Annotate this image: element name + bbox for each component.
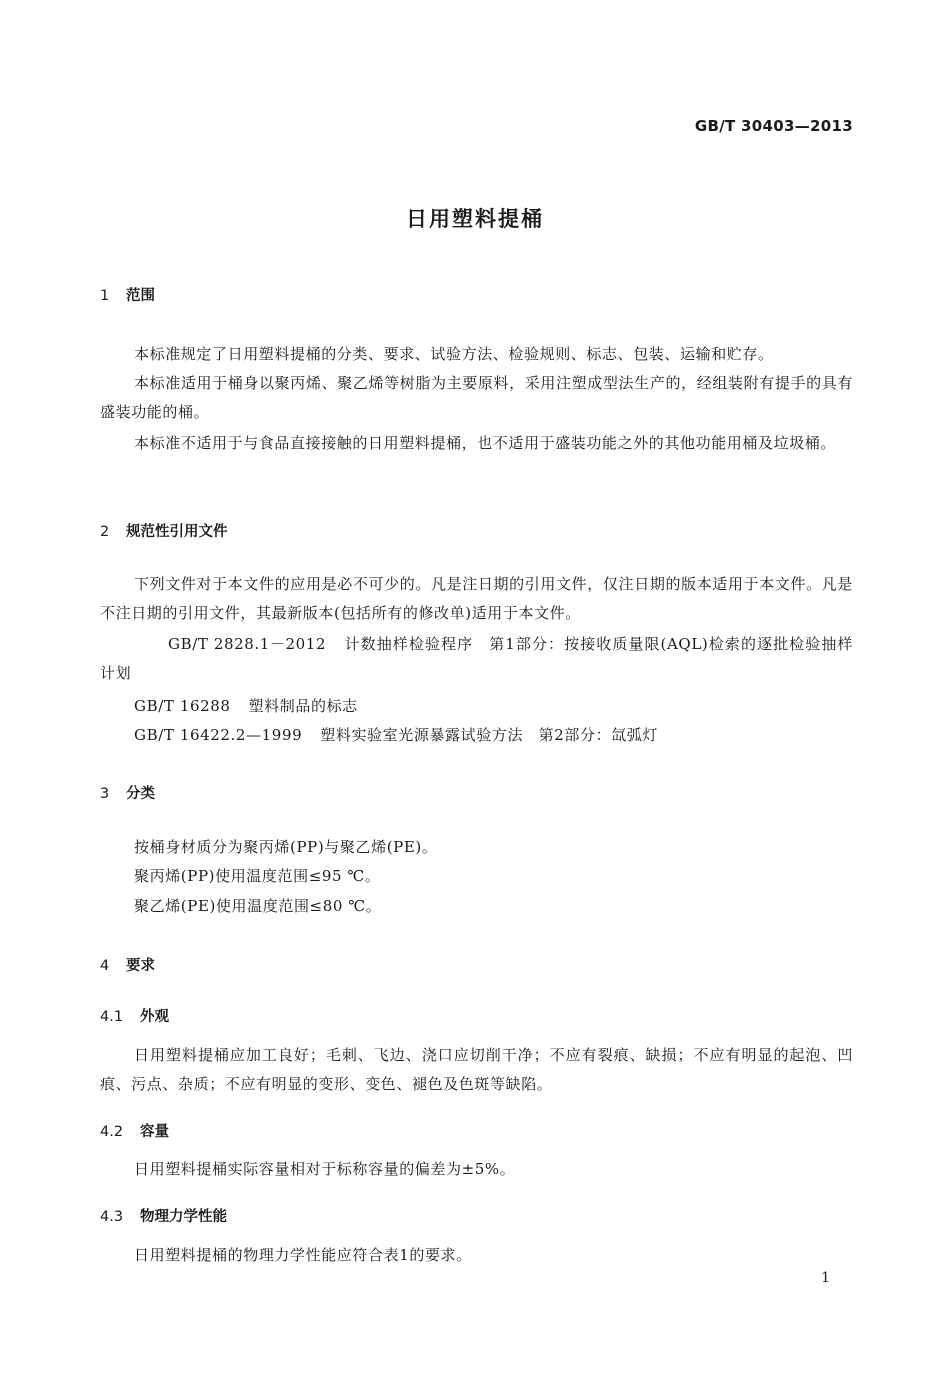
section-4-heading	[100, 954, 155, 975]
subsection-number: 4.2	[100, 1124, 124, 1140]
scope-paragraph-3: 本标准不适用于与食品直接接触的日用塑料提桶，也不适用于盛装功能之外的其他功能用桶及垃圾桶。	[134, 434, 837, 452]
scope-paragraph-1: 本标准规定了日用塑料提桶的分类、要求、试验方法、检验规则、标志、包装、运输和贮存。	[134, 345, 774, 363]
section-title: 范围	[126, 288, 155, 304]
subsection-number: 4.3	[100, 1209, 124, 1225]
section-number: 4	[100, 958, 110, 974]
classification-line-3: 聚乙烯(PE)使用温度范围≤80 ℃。	[134, 897, 382, 915]
subsection-title: 外观	[140, 1009, 169, 1025]
reference-title: 计数抽样检验程序 第1部分：按接收质量限(AQL)检索的逐批检验抽样计划	[100, 635, 853, 682]
reference-item-2	[134, 692, 358, 721]
section-number: 3	[100, 786, 110, 802]
capacity-paragraph: 日用塑料提桶实际容量相对于标称容量的偏差为±5%。	[134, 1160, 516, 1178]
classification-line-2: 聚丙烯(PP)使用温度范围≤95 ℃。	[134, 867, 381, 885]
subsection-4-3-heading	[100, 1205, 227, 1226]
classification-line-1: 按桶身材质分为聚丙烯(PP)与聚乙烯(PE)。	[134, 838, 438, 856]
reference-title: 塑料实验室光源暴露试验方法 第2部分：氙弧灯	[320, 726, 658, 744]
reference-item-3	[134, 721, 658, 750]
section-1-heading	[100, 284, 155, 305]
document-title: 日用塑料提桶	[406, 207, 544, 231]
section-number: 1	[100, 288, 110, 304]
mechanical-properties-paragraph: 日用塑料提桶的物理力学性能应符合表1的要求。	[134, 1246, 472, 1264]
normative-references-intro: 下列文件对于本文件的应用是必不可少的。凡是注日期的引用文件，仅注日期的版本适用于本文件。凡是不注日期的引用文件，其最新版本(包括所有的修改单)适用于本文件。	[100, 575, 853, 622]
subsection-number: 4.1	[100, 1009, 124, 1025]
scope-paragraph-2: 本标准适用于桶身以聚丙烯、聚乙烯等树脂为主要原料，采用注塑成型法生产的，经组装附有提手的具有盛装功能的桶。	[100, 374, 853, 421]
subsection-title: 物理力学性能	[140, 1209, 227, 1225]
section-2-heading	[100, 520, 228, 541]
subsection-4-2-heading	[100, 1120, 169, 1141]
reference-code: GB/T 16422.2—1999	[134, 726, 303, 744]
subsection-4-1-heading	[100, 1005, 169, 1026]
standard-code: GB/T 30403—2013	[694, 117, 853, 135]
reference-title: 塑料制品的标志	[248, 697, 358, 715]
appearance-paragraph: 日用塑料提桶应加工良好；毛刺、飞边、浇口应切削干净；不应有裂痕、缺损；不应有明显的起泡、凹痕、污点、杂质；不应有明显的变形、变色、褪色及色斑等缺陷。	[100, 1046, 853, 1093]
section-title: 分类	[126, 786, 155, 802]
page-number: 1	[821, 1270, 830, 1286]
reference-code: GB/T 16288	[134, 697, 231, 715]
subsection-title: 容量	[140, 1124, 169, 1140]
section-title: 规范性引用文件	[126, 524, 228, 540]
section-number: 2	[100, 524, 110, 540]
reference-code: GB/T 2828.1－2012	[168, 635, 327, 653]
reference-item-1	[100, 630, 853, 688]
section-title: 要求	[126, 958, 155, 974]
section-3-heading	[100, 782, 155, 803]
